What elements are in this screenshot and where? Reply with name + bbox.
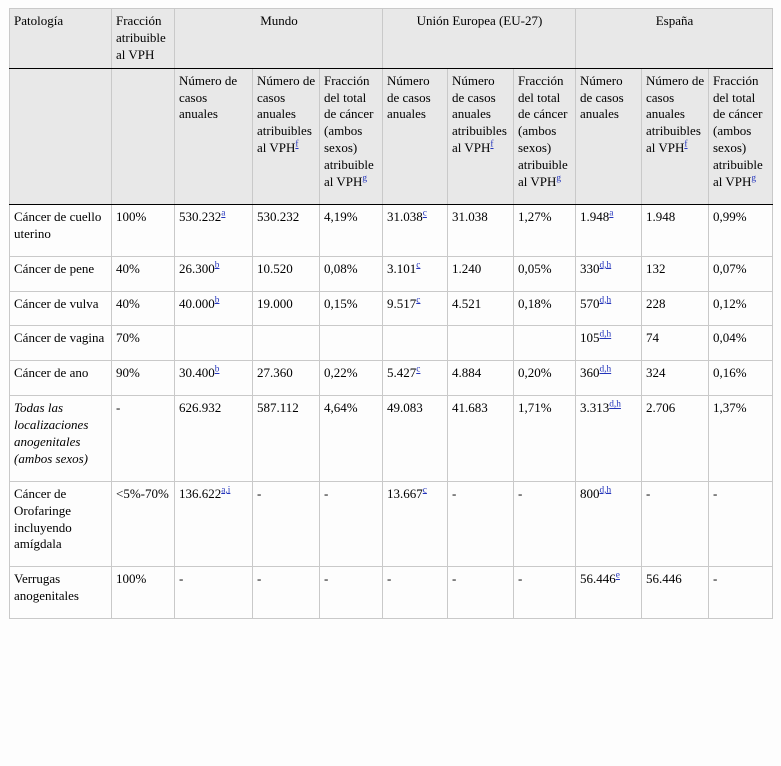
cell-text: Número de casos anuales [387,72,431,122]
data-cell [112,567,175,619]
data-cell [320,567,383,619]
cell-text: 10.520 [257,260,293,276]
data-cell [709,326,773,361]
data-cell [576,361,642,396]
column-header [514,68,576,204]
cell-text: 360 [580,365,600,381]
data-cell [576,481,642,567]
footnote-ref [600,485,612,495]
data-cell [448,396,514,482]
footnote-ref [423,485,427,495]
cell-text: Cáncer de Orofaringe incluyendo amígdala [14,485,72,552]
footnote-ref [416,295,420,305]
cell-text: 0,12% [713,295,747,311]
footnote-ref-link[interactable]: c [416,365,421,376]
footnote-ref-link[interactable]: d,h [599,365,612,376]
pathology-cell [10,204,112,256]
group-header-union-europea: Unión Europea (EU-27) [383,9,576,69]
cell-text: - [452,571,457,587]
cell-text: Verrugas anogenitales [14,571,79,604]
cell-text: 0,22% [324,365,358,381]
data-cell [383,481,448,567]
data-cell [514,326,576,361]
cell-text: Número de casos anuales atribuibles al VPH [257,72,316,156]
column-header [642,68,709,204]
footnote-ref-link[interactable]: d,h [599,260,612,271]
data-cell [383,396,448,482]
cell-text: Cáncer de vagina [14,330,105,346]
cell-text: 100% [116,208,147,224]
cell-text: Número de casos anuales [580,72,624,122]
footnote-ref [215,260,220,270]
data-cell [320,361,383,396]
cell-text: 1.948 [646,208,676,224]
data-cell [448,481,514,567]
cell-text: 4.521 [452,295,482,311]
column-header [175,68,253,204]
data-cell [642,481,709,567]
cell-text: 40% [116,295,140,311]
cell-text: 0,04% [713,330,747,346]
data-cell [253,481,320,567]
footnote-ref [600,365,612,375]
footnote-ref-link[interactable]: c [416,260,421,271]
data-cell [383,204,448,256]
cell-text: Cáncer de vulva [14,295,99,311]
data-cell [383,361,448,396]
data-cell [320,256,383,291]
table-row [10,326,773,361]
cell-text: 90% [116,365,140,381]
footnote-ref [416,260,420,270]
footnote-ref [215,365,220,375]
cell-text: 324 [646,365,666,381]
sub-header-row [10,68,773,204]
cell-text: 4,64% [324,400,358,416]
cell-text: 0,18% [518,295,552,311]
group-header-mundo: Mundo [175,9,383,69]
cell-text: - [518,571,523,587]
data-cell [175,204,253,256]
group-header-espana: España [576,9,773,69]
data-cell [112,481,175,567]
data-cell [175,567,253,619]
cell-text: 19.000 [257,295,293,311]
cell-text: 800 [580,485,600,501]
data-cell [448,291,514,326]
cell-text: Fracción del total de cáncer (ambos sexos) atribuible al VPH [713,72,763,190]
data-cell [112,361,175,396]
data-cell [175,481,253,567]
pathology-cell [10,256,112,291]
cell-text: 13.667 [387,485,423,501]
footnote-ref-link[interactable]: e [615,571,620,582]
data-cell [383,326,448,361]
pathology-cell [10,396,112,482]
data-cell [175,361,253,396]
data-cell [253,567,320,619]
footnote-ref-link[interactable]: c [422,485,427,496]
cell-text: - [518,485,523,501]
footnote-ref-link[interactable]: b [214,295,220,306]
cell-text: - [257,485,262,501]
footnote-ref-link[interactable]: g [362,173,368,184]
cell-text: - [257,571,262,587]
data-cell [642,291,709,326]
data-cell [709,567,773,619]
cell-text: 570 [580,295,600,311]
cell-text: - [179,571,184,587]
data-cell [448,256,514,291]
footnote-ref [416,365,420,375]
footnote-ref-link[interactable]: g [751,173,757,184]
cell-text: 27.360 [257,365,293,381]
table-row [10,291,773,326]
column-header [320,68,383,204]
table-body [10,204,773,618]
footnote-ref [684,140,687,150]
cell-text: 1,27% [518,208,552,224]
data-cell [383,291,448,326]
cell-text: 31.038 [387,208,423,224]
cell-text: 530.232 [179,208,222,224]
data-cell [642,396,709,482]
cell-text: 56.446 [580,571,616,587]
cell-text: Fracción del total de cáncer (ambos sexos) atribuible al VPH [324,72,374,190]
footnote-ref [600,330,612,340]
data-cell [642,326,709,361]
data-cell [175,326,253,361]
data-cell [709,396,773,482]
cell-text: - [646,485,651,501]
cell-text: Número de casos anuales atribuibles al VPH [646,72,705,156]
data-cell [576,326,642,361]
cell-text: 30.400 [179,365,215,381]
pathology-cell [10,361,112,396]
cell-text: 4.884 [452,365,482,381]
column-header [576,68,642,204]
table-row [10,256,773,291]
data-cell [253,396,320,482]
cell-text: 330 [580,260,600,276]
table-header [10,9,773,205]
column-header [448,68,514,204]
cell-text: 0,99% [713,208,747,224]
footnote-ref [215,295,220,305]
cell-text: - [324,571,329,587]
footnote-ref [490,140,493,150]
cell-text: - [387,571,392,587]
cell-text: 105 [580,330,600,346]
data-cell [709,481,773,567]
data-cell [112,291,175,326]
footnote-ref [295,140,298,150]
cell-text: 0,07% [713,260,747,276]
cell-text: - [324,485,329,501]
pathology-cell [10,481,112,567]
cell-text: 26.300 [179,260,215,276]
footnote-ref [609,209,613,219]
footnote-ref [423,209,427,219]
group-header-patologia: Patología [10,9,112,69]
cell-text: 626.932 [179,400,222,416]
data-cell [576,567,642,619]
cell-text: 587.112 [257,400,299,416]
footnote-ref-link[interactable]: a [221,208,226,219]
footnote-ref-link[interactable]: d,h [609,399,621,410]
data-cell [320,396,383,482]
hpv-burden-table [9,8,773,619]
data-cell [642,567,709,619]
cell-text: 1.948 [580,208,610,224]
data-cell [514,291,576,326]
footnote-ref-link[interactable]: d,h [599,295,612,306]
footnote-ref-link[interactable]: a,i [221,485,231,496]
cell-text: - [713,571,718,587]
data-cell [576,396,642,482]
pathology-cell [10,291,112,326]
data-cell [514,396,576,482]
pathology-cell [10,567,112,619]
footnote-ref [616,571,620,581]
cell-text: 0,16% [713,365,747,381]
data-cell [112,326,175,361]
column-header [709,68,773,204]
data-cell [383,256,448,291]
data-cell [253,291,320,326]
cell-text: Cáncer de ano [14,365,89,381]
footnote-ref-link[interactable]: b [214,365,220,376]
cell-text: 41.683 [452,400,488,416]
cell-text: 100% [116,571,147,587]
footnote-ref-link[interactable]: a [609,208,614,219]
data-cell [253,361,320,396]
data-cell [175,256,253,291]
table-row [10,396,773,482]
data-cell [448,326,514,361]
data-cell [576,291,642,326]
data-cell [320,326,383,361]
group-header-row [10,9,773,69]
footnote-ref [609,400,621,410]
data-cell [112,256,175,291]
footnote-ref [556,174,561,184]
footnote-ref [362,174,367,184]
data-cell [709,291,773,326]
data-cell [642,361,709,396]
cell-text: 3.101 [387,260,417,276]
data-cell [320,481,383,567]
data-cell [514,204,576,256]
data-cell [383,567,448,619]
cell-text: 0,08% [324,260,358,276]
data-cell [320,291,383,326]
cell-text: 40.000 [179,295,215,311]
footnote-ref-link[interactable]: d,h [599,485,612,496]
cell-text: 9.517 [387,295,417,311]
data-cell [448,204,514,256]
cell-text: 1,37% [713,400,747,416]
data-cell [514,256,576,291]
column-header-empty [10,68,112,204]
cell-text: - [452,485,457,501]
data-cell [709,204,773,256]
cell-text: 0,05% [518,260,552,276]
cell-text: 49.083 [387,400,423,416]
cell-text: 530.232 [257,208,300,224]
data-cell [642,256,709,291]
footnote-ref-link[interactable]: g [556,173,562,184]
data-cell [253,326,320,361]
data-cell [514,567,576,619]
footnote-ref-link[interactable]: d,h [599,330,612,341]
data-cell [253,256,320,291]
footnote-ref-link[interactable]: c [422,208,427,219]
footnote-ref [600,260,612,270]
data-cell [448,361,514,396]
cell-text: - [116,400,121,416]
data-cell [642,204,709,256]
footnote-ref-link[interactable]: f [684,139,688,150]
cell-text: 228 [646,295,666,311]
cell-text: 2.706 [646,400,676,416]
cell-text: 136.622 [179,485,222,501]
cell-text: 31.038 [452,208,488,224]
cell-text: 74 [646,330,659,346]
footnote-ref [221,485,230,495]
cell-text: 0,20% [518,365,552,381]
cell-text: 3.313 [580,400,610,416]
cell-text: 1,71% [518,400,552,416]
cell-text: 0,15% [324,295,358,311]
column-header-empty [112,68,175,204]
data-cell [448,567,514,619]
cell-text: 4,19% [324,208,358,224]
data-cell [253,204,320,256]
cell-text: - [713,485,718,501]
table-row [10,361,773,396]
footnote-ref-link[interactable]: f [295,139,299,150]
cell-text: 56.446 [646,571,682,587]
table-row [10,204,773,256]
data-cell [320,204,383,256]
data-cell [514,481,576,567]
data-cell [576,204,642,256]
cell-text: Cáncer de pene [14,260,95,276]
cell-text: <5%-70% [116,485,169,501]
cell-text: 40% [116,260,140,276]
data-cell [112,396,175,482]
group-header-fraccion-vph: Fracción atribuible al VPH [112,9,175,69]
cell-text: Cáncer de cuello uterino [14,208,102,241]
footnote-ref-link[interactable]: b [214,260,220,271]
cell-text: 1.240 [452,260,482,276]
data-cell [514,361,576,396]
footnote-ref-link[interactable]: f [490,139,494,150]
column-header [253,68,320,204]
data-cell [576,256,642,291]
cell-text: Fracción del total de cáncer (ambos sexos) atribuible al VPH [518,72,568,190]
cell-text: 132 [646,260,666,276]
footnote-ref [600,295,612,305]
cell-text: Todas las localizaciones anogenitales (ambos sexos) [14,400,89,466]
data-cell [175,396,253,482]
footnote-ref-link[interactable]: c [416,295,421,306]
cell-text: 5.427 [387,365,417,381]
data-cell [709,256,773,291]
data-cell [175,291,253,326]
pathology-cell [10,326,112,361]
footnote-ref [221,209,225,219]
column-header [383,68,448,204]
cell-text: 70% [116,330,140,346]
table-row [10,481,773,567]
table-row [10,567,773,619]
data-cell [112,204,175,256]
cell-text: Número de casos anuales [179,72,238,122]
cell-text: Número de casos anuales atribuibles al VPH [452,72,507,156]
footnote-ref [751,174,756,184]
data-cell [709,361,773,396]
